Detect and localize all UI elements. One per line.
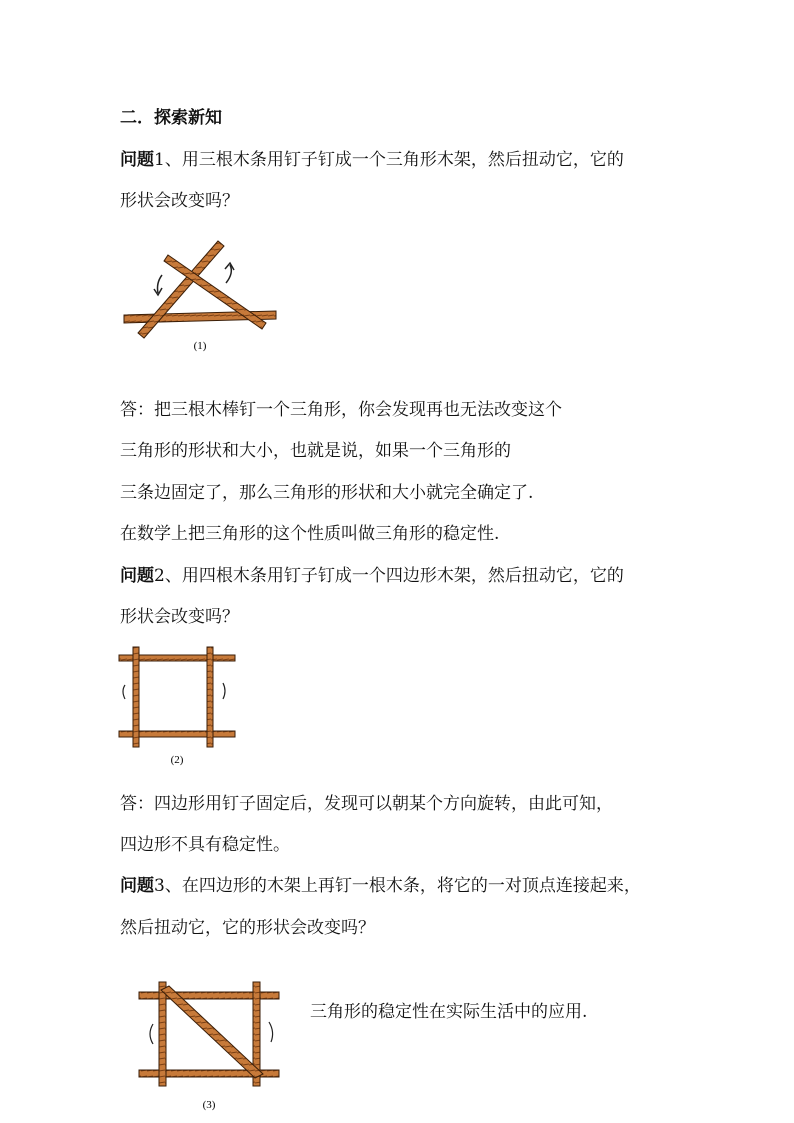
question-3: [120, 874, 641, 898]
question-2: [120, 564, 624, 588]
question-3-cont: 然后扭动它，它的形状会改变吗？: [120, 918, 375, 938]
figure-triangle: [118, 235, 288, 355]
figure-braced-quadrilateral: [135, 978, 285, 1113]
figure-quadrilateral: [115, 645, 245, 770]
section-title: 二．探索新知: [120, 108, 222, 128]
figure-caption: (3): [202, 1099, 216, 1111]
question-1-cont: 形状会改变吗？: [120, 191, 239, 211]
question-label: 问题: [120, 566, 154, 586]
figure-caption: (2): [170, 754, 184, 766]
question-2-cont: 形状会改变吗？: [120, 607, 239, 627]
answer-2-line2: 四边形不具有稳定性。: [120, 835, 290, 855]
answer-1-line4: 在数学上把三角形的这个性质叫做三角形的稳定性.: [120, 524, 500, 544]
rotate-arrow-icon: [223, 683, 225, 699]
braced-frame-sticks: [139, 982, 279, 1086]
answer-1-line2: 三角形的形状和大小，也就是说，如果一个三角形的: [120, 441, 511, 461]
answer-2-line1: 答：四边形用钉子固定后，发现可以朝某个方向旋转，由此可知，: [120, 794, 613, 814]
answer-1-line3: 三条边固定了，那么三角形的形状和大小就完全确定了.: [120, 483, 534, 503]
question-text: 1、用三根木条用钉子钉成一个三角形木架，然后扭动它，它的: [154, 150, 624, 170]
question-text: 2、用四根木条用钉子钉成一个四边形木架，然后扭动它，它的: [154, 566, 624, 586]
side-note: 三角形的稳定性在实际生活中的应用.: [310, 1002, 588, 1022]
question-label: 问题: [120, 876, 154, 896]
question-1: [120, 148, 624, 172]
rotate-arrow-icon: [150, 1024, 153, 1044]
question-text: 3、在四边形的木架上再钉一根木条，将它的一对顶点连接起来，: [154, 876, 641, 896]
quadrilateral-sticks: [119, 647, 235, 747]
answer-1-line1: 答：把三根木棒钉一个三角形，你会发现再也无法改变这个: [120, 400, 562, 420]
figure-caption: (1): [193, 340, 207, 352]
triangle-sticks: [124, 241, 276, 338]
rotate-arrow-icon: [269, 1022, 273, 1042]
rotate-arrow-icon: [123, 685, 125, 699]
question-label: 问题: [120, 150, 154, 170]
